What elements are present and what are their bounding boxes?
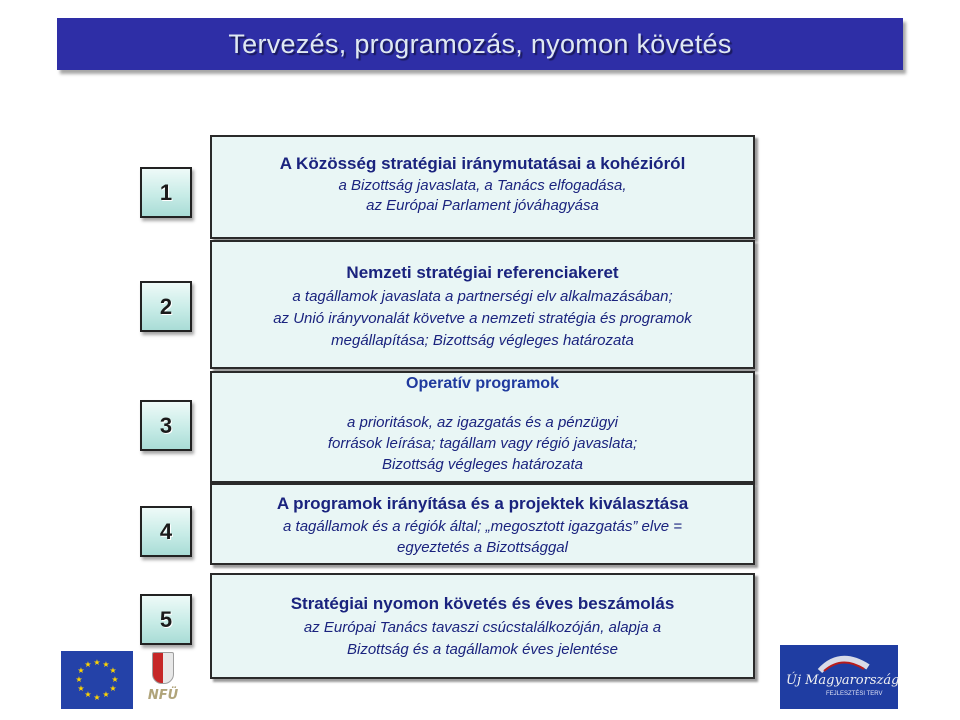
coat-of-arms-icon xyxy=(152,652,174,684)
svg-text:★: ★ xyxy=(111,675,119,684)
step-number-4 xyxy=(140,506,192,557)
box-line: az Európai Parlament jóváhagyása xyxy=(366,197,599,214)
nfu-logo-text: NFÜ xyxy=(147,688,179,703)
box-heading: Stratégiai nyomon követés és éves beszámolás xyxy=(290,594,675,613)
step-number-1 xyxy=(140,167,192,218)
box-line: az Unió irányvonalát követve a nemzeti stratégia és programok xyxy=(273,310,692,327)
svg-text:★: ★ xyxy=(109,666,117,675)
svg-text:★: ★ xyxy=(77,684,85,693)
svg-text:★: ★ xyxy=(109,684,117,693)
title-bar xyxy=(57,18,903,70)
box-line: Bizottság és a tagállamok éves jelentése xyxy=(347,641,618,658)
eu-flag-logo xyxy=(61,651,133,709)
svg-text:★: ★ xyxy=(75,675,83,684)
box-line: a Bizottság javaslata, a Tanács elfogadása, xyxy=(338,177,627,194)
box-heading: A programok irányítása és a projektek kiválasztása xyxy=(276,494,689,513)
svg-text:★: ★ xyxy=(93,658,101,667)
step-box-4 xyxy=(210,483,755,565)
step-number-5 xyxy=(140,594,192,645)
step-box-3 xyxy=(210,371,755,483)
step-number-label: 5 xyxy=(159,606,173,632)
box-heading: A Közösség stratégiai iránymutatásai a kohézióról xyxy=(279,154,686,173)
step-number-label: 2 xyxy=(159,293,173,319)
svg-text:★: ★ xyxy=(93,693,101,702)
step-number-3 xyxy=(140,400,192,451)
arch-icon xyxy=(780,645,898,675)
box-heading: Operatív programok xyxy=(406,375,559,392)
eu-stars-icon xyxy=(61,651,133,709)
box-line: megállapítása; Bizottság végleges határozata xyxy=(331,332,634,349)
box-line: Bizottság végleges határozata xyxy=(382,456,583,473)
box-line: egyeztetés a Bizottsággal xyxy=(397,539,568,556)
step-number-label: 3 xyxy=(159,412,173,438)
step-box-2 xyxy=(210,240,755,369)
box-line: a tagállamok és a régiók által; „megosztott igazgatás” elve = xyxy=(283,518,682,535)
box-line: az Európai Tanács tavaszi csúcstalálkozóján, alapja a xyxy=(303,619,662,636)
step-number-label: 4 xyxy=(159,518,173,544)
uj-magyarorszag-logo xyxy=(780,645,898,709)
box-heading: Nemzeti stratégiai referenciakeret xyxy=(346,263,619,282)
box-line: források leírása; tagállam vagy régió javaslata; xyxy=(327,435,638,452)
svg-text:★: ★ xyxy=(84,690,92,699)
step-number-label: 1 xyxy=(159,179,173,205)
uj-magyarorszag-subtext: FEJLESZTÉSI TERV xyxy=(826,691,883,697)
step-number-2 xyxy=(140,281,192,332)
page-title: Tervezés, programozás, nyomon követés xyxy=(228,28,732,59)
svg-text:★: ★ xyxy=(102,690,110,699)
svg-text:★: ★ xyxy=(102,660,110,669)
step-box-5 xyxy=(210,573,755,679)
svg-text:★: ★ xyxy=(77,666,85,675)
svg-text:★: ★ xyxy=(84,660,92,669)
box-line: a tagállamok javaslata a partnerségi elv alkalmazásában; xyxy=(292,288,673,305)
uj-magyarorszag-text: Új Magyarország xyxy=(786,673,900,688)
box-line: a prioritások, az igazgatás és a pénzügyi xyxy=(347,414,618,431)
step-box-1 xyxy=(210,135,755,239)
nfu-logo xyxy=(146,650,180,712)
